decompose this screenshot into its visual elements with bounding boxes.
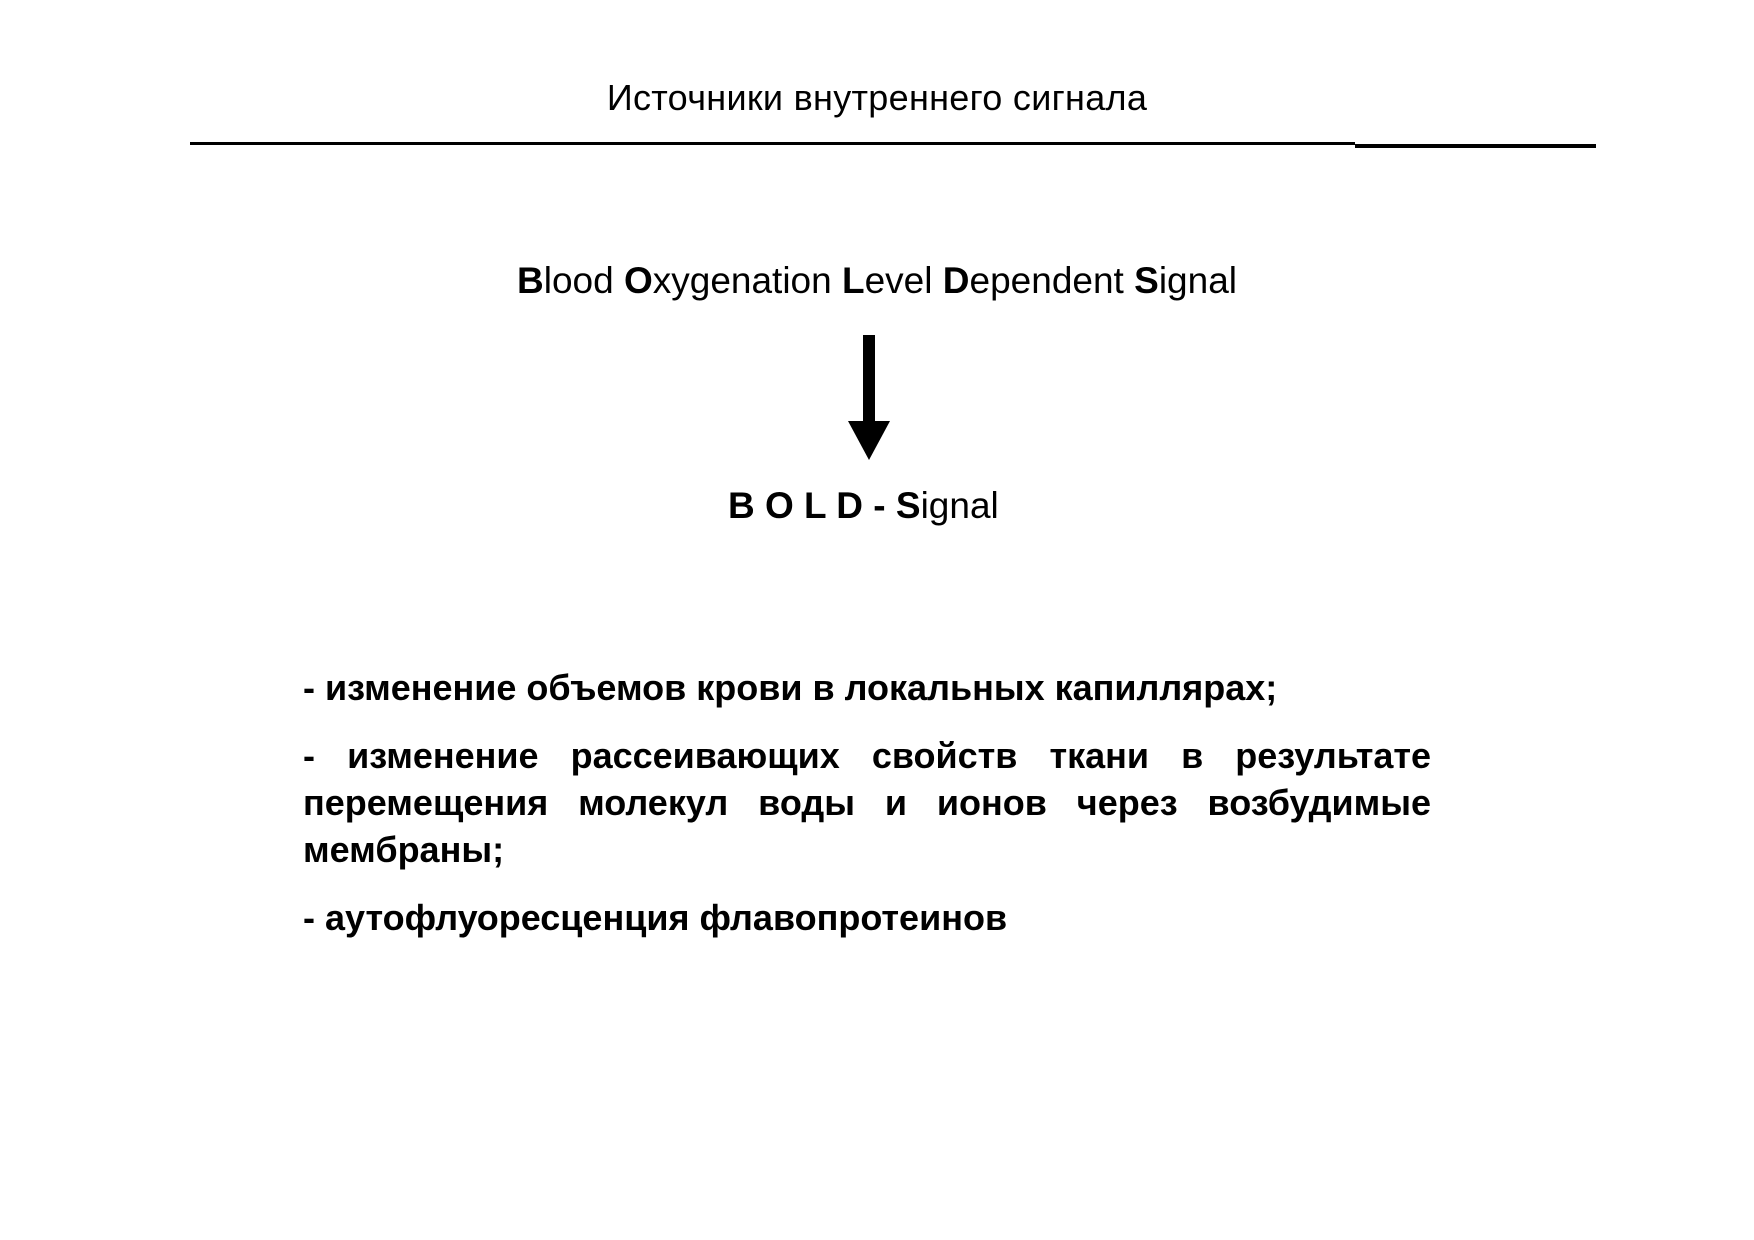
acronym-expansion [0, 258, 1754, 304]
bold-letters: B O L D [728, 485, 863, 526]
acronym-initial-l: L [842, 260, 865, 301]
acronym-word-level: evel [864, 260, 933, 301]
list-item: - изменение объемов крови в локальных капиллярах; [303, 667, 1278, 708]
page-title: Источники внутреннего сигнала [606, 77, 1148, 118]
signal-sources-list [303, 664, 1431, 962]
bold-dash: - [873, 485, 886, 526]
acronym-initial-s: S [1134, 260, 1159, 301]
acronym-initial-d: D [942, 260, 970, 301]
acronym-word-blood: lood [543, 260, 614, 301]
signal-initial: S [895, 485, 921, 526]
acronym-word-signal: ignal [1158, 260, 1237, 301]
signal-rest: ignal [920, 485, 999, 526]
acronym-initial-b: B [517, 260, 544, 301]
acronym-initial-o: O [623, 260, 653, 301]
bold-signal-label [728, 483, 999, 529]
list-item: - аутофлуоресценция флавопротеинов [303, 897, 1008, 938]
title-divider-tail [1355, 144, 1596, 148]
title-divider [190, 142, 1355, 145]
down-arrow-icon [846, 335, 892, 460]
acronym-word-oxygenation: xygenation [652, 260, 832, 301]
acronym-word-dependent: ependent [969, 260, 1124, 301]
list-item: - изменение рассеивающих свойств ткани в результате перемещения молекул воды и ионов через возбудимые мембраны; [303, 735, 1431, 870]
